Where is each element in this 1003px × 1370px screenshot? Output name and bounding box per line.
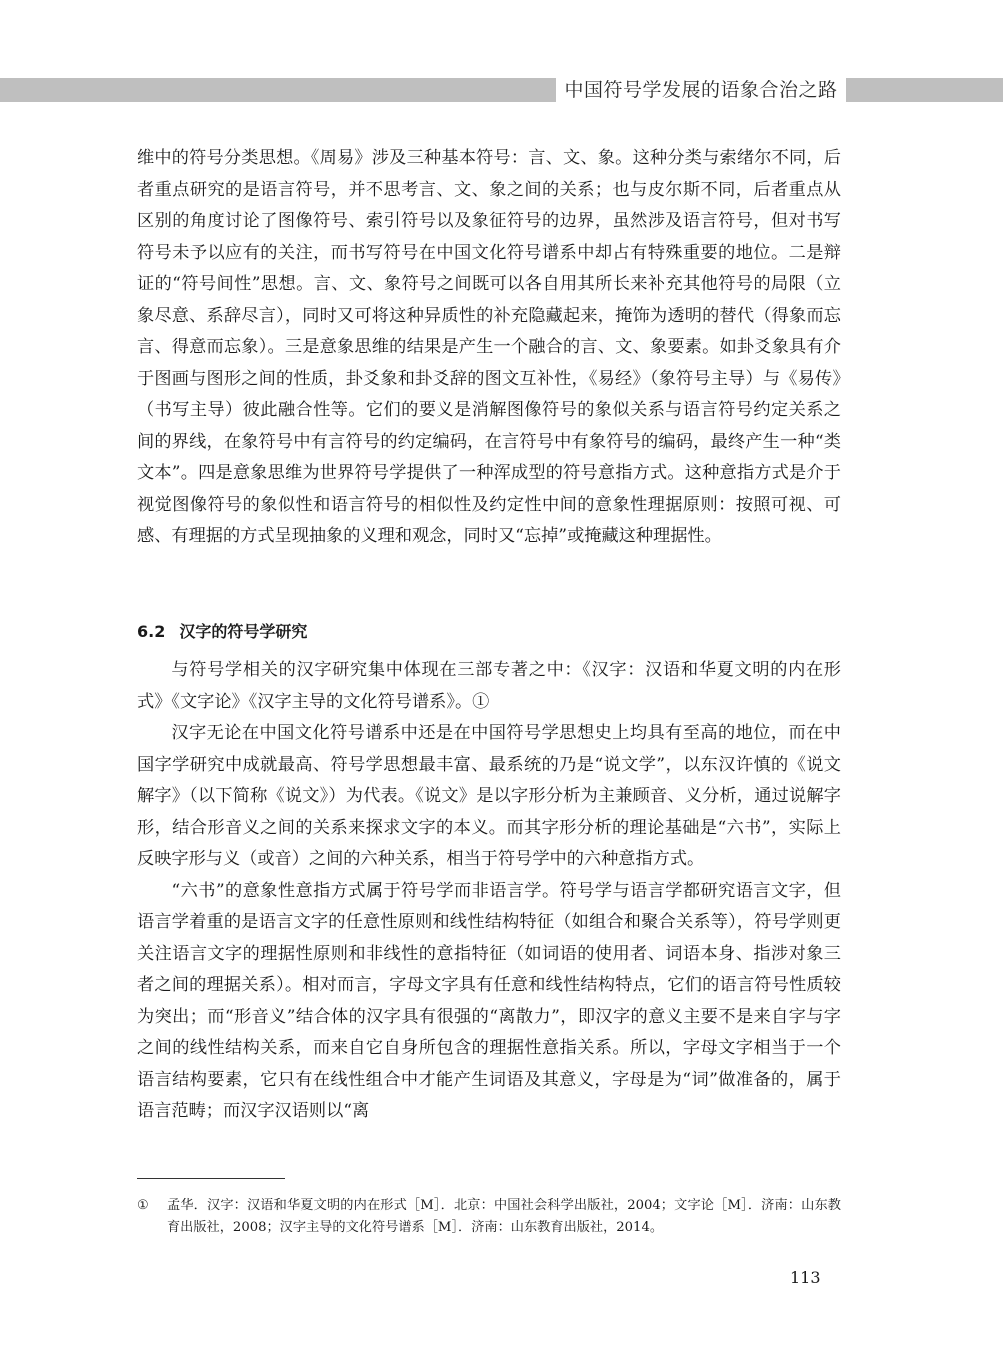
body-text-section bbox=[137, 655, 841, 1128]
paragraph: 汉字无论在中国文化符号谱系中还是在中国符号学思想史上均具有至高的地位，而在中国字学研究中成就最高、符号学思想最丰富、最系统的乃是“说文学”，以东汉许慎的《说文解字》（以下简称《说文》）为代表。《说文》是以字形分析为主兼顾音、义分析，通过说解字形，结合形音义之间的关系来探求文字的本义。而其字形分析的理论基础是“六书”，实际上反映字形与义（或音）之间的六种关系，相当于符号学中的六种意指方式。 bbox=[137, 723, 841, 869]
header-band bbox=[0, 78, 1003, 102]
footnote bbox=[137, 1195, 841, 1239]
paragraph: 与符号学相关的汉字研究集中体现在三部专著之中：《汉字：汉语和华夏文明的内在形式》《文字论》《汉字主导的文化符号谱系》。① bbox=[137, 660, 841, 712]
running-header-title: 中国符号学发展的语象合治之路 bbox=[556, 78, 846, 102]
section-title: 汉字的符号学研究 bbox=[179, 622, 308, 641]
section-heading bbox=[137, 620, 307, 644]
paragraph: 维中的符号分类思想。《周易》涉及三种基本符号：言、文、象。这种分类与索绪尔不同，后者重点研究的是语言符号，并不思考言、文、象之间的关系；也与皮尔斯不同，后者重点从区别的角度讨论了图像符号、索引符号以及象征符号的边界，虽然涉及语言符号，但对书写符号未予以应有的关注，而书写符号在中国文化符号谱系中却占有特殊重要的地位。二是辩证的“符号间性”思想。言、文、象符号之间既可以各自用其所长来补充其他符号的局限（立象尽意、系辞尽言），同时又可将这种异质性的补充隐藏起来，掩饰为透明的替代（得象而忘言、得意而忘象）。三是意象思维的结果是产生一个融合的言、文、象要素。如卦爻象具有介于图画与图形之间的性质，卦爻象和卦爻辞的图文互补性，《易经》（象符号主导）与《易传》（书写主导）彼此融合性等。它们的要义是消解图像符号的象似关系与语言符号约定关系之间的界线，在象符号中有言符号的约定编码，在言符号中有象符号的编码，最终产生一种“类文本”。四是意象思维为世界符号学提供了一种浑成型的符号意指方式。这种意指方式是介于视觉图像符号的象似性和语言符号的相似性及约定性中间的意象性理据原则：按照可视、可感、有理据的方式呈现抽象的义理和观念，同时又“忘掉”或掩藏这种理据性。 bbox=[137, 148, 841, 546]
body-text-top bbox=[137, 143, 841, 553]
section-number: 6.2 bbox=[137, 622, 166, 641]
paragraph: “六书”的意象性意指方式属于符号学而非语言学。符号学与语言学都研究语言文字，但语言学着重的是语言文字的任意性原则和线性结构特征（如组合和聚合关系等），符号学则更关注语言文字的理据性原则和非线性的意指特征（如词语的使用者、词语本身、指涉对象三者之间的理据关系）。相对而言，字母文字具有任意和线性结构特点，它们的语言符号性质较为突出；而“形音义”结合体的汉字具有很强的“离散力”，即汉字的意义主要不是来自字与字之间的线性结构关系，而来自它自身所包含的理据性意指关系。所以，字母文字相当于一个语言结构要素，它只有在线性组合中才能产生词语及其意义，字母是为“词”做准备的，属于语言范畴；而汉字汉语则以“离 bbox=[137, 880, 841, 1121]
footnote-separator bbox=[137, 1178, 285, 1179]
page-number: 113 bbox=[790, 1268, 821, 1287]
footnote-text: 孟华．汉字：汉语和华夏文明的内在形式［M］．北京：中国社会科学出版社，2004；文字论［M］．济南：山东教育出版社，2008；汉字主导的文化符号谱系［M］．济南：山东教育出版社，2014。 bbox=[167, 1198, 841, 1235]
footnote-mark: ① bbox=[137, 1198, 149, 1213]
